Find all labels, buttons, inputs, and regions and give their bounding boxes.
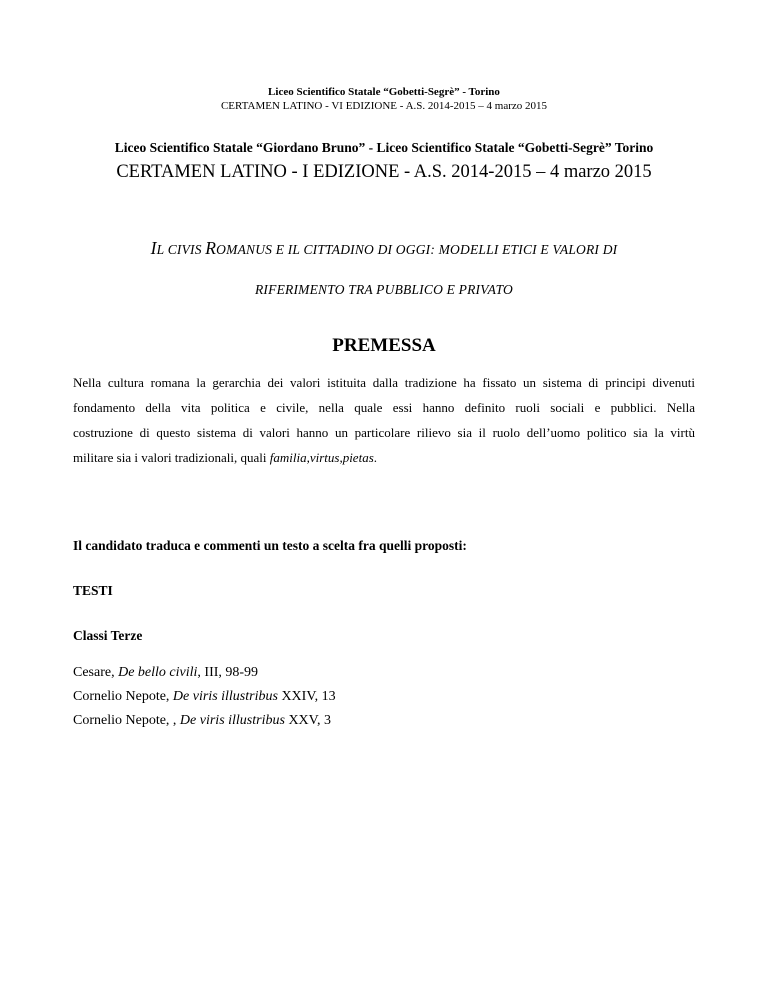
candidate-instruction: Il candidato traduca e commenti un testo a scelta fra quelli proposti: xyxy=(73,538,467,553)
theme-title-line1 xyxy=(0,237,768,261)
theme-text-a: L CIVIS xyxy=(156,242,206,257)
list-item xyxy=(73,661,336,685)
premessa-line: Nella cultura romana la gerarchia dei valori istituita dalla tradizione ha fissato un sistema di principi divenuti xyxy=(73,375,695,390)
theme-title-line2: RIFERIMENTO TRA PUBBLICO E PRIVATO xyxy=(254,282,514,297)
premessa-line: costruzione di questo sistema di valori hanno un particolare rilievo sia il ruolo dell’uomo politico sia la virtù xyxy=(73,425,695,440)
premessa-paragraph xyxy=(73,370,695,470)
text-author: Cornelio Nepote, , xyxy=(73,713,180,728)
premessa-last-prefix: militare sia i valori tradizionali, quali xyxy=(73,450,270,465)
text-work: De viris illustribus xyxy=(179,713,285,728)
running-header-edition: CERTAMEN LATINO - VI EDIZIONE - A.S. 2014-2015 – 4 marzo 2015 xyxy=(220,100,548,112)
text-list xyxy=(73,661,336,733)
theme-text-b: OMANUS E IL CITTADINO DI OGGI: MODELLI ETICI E VALORI DI xyxy=(216,242,618,257)
classi-terze-heading: Classi Terze xyxy=(73,628,143,643)
text-work: De bello civili xyxy=(118,665,198,680)
list-item xyxy=(73,709,336,733)
text-reference: XXV, 3 xyxy=(284,713,331,728)
premessa-values-italic: familia,virtus,pietas xyxy=(269,450,374,465)
premessa-heading: PREMESSA xyxy=(332,335,436,356)
certamen-title: CERTAMEN LATINO - I EDIZIONE - A.S. 2014-2015 – 4 marzo 2015 xyxy=(116,162,652,182)
text-reference: XXIV, 13 xyxy=(277,689,336,704)
text-author: Cesare, xyxy=(73,665,119,680)
testi-heading: TESTI xyxy=(73,583,113,598)
text-work: De viris illustribus xyxy=(172,689,278,704)
premessa-line-last xyxy=(73,445,695,470)
list-item xyxy=(73,685,336,709)
theme-initial-i: I xyxy=(150,238,157,258)
premessa-last-suffix: . xyxy=(373,450,377,465)
premessa-line: fondamento della vita politica e civile, nella quale essi hanno definito ruoli sociali e pubblici. Nella xyxy=(73,400,695,415)
theme-title xyxy=(0,237,768,300)
running-header xyxy=(0,85,768,113)
theme-initial-r: R xyxy=(205,238,217,258)
text-reference: , III, 98-99 xyxy=(197,665,259,680)
running-header-school: Liceo Scientifico Statale “Gobetti-Segrè” - Torino xyxy=(268,86,500,98)
text-author: Cornelio Nepote, xyxy=(73,689,173,704)
school-names: Liceo Scientifico Statale “Giordano Bruno” - Liceo Scientifico Statale “Gobetti-Segrè” Torino xyxy=(114,140,654,155)
